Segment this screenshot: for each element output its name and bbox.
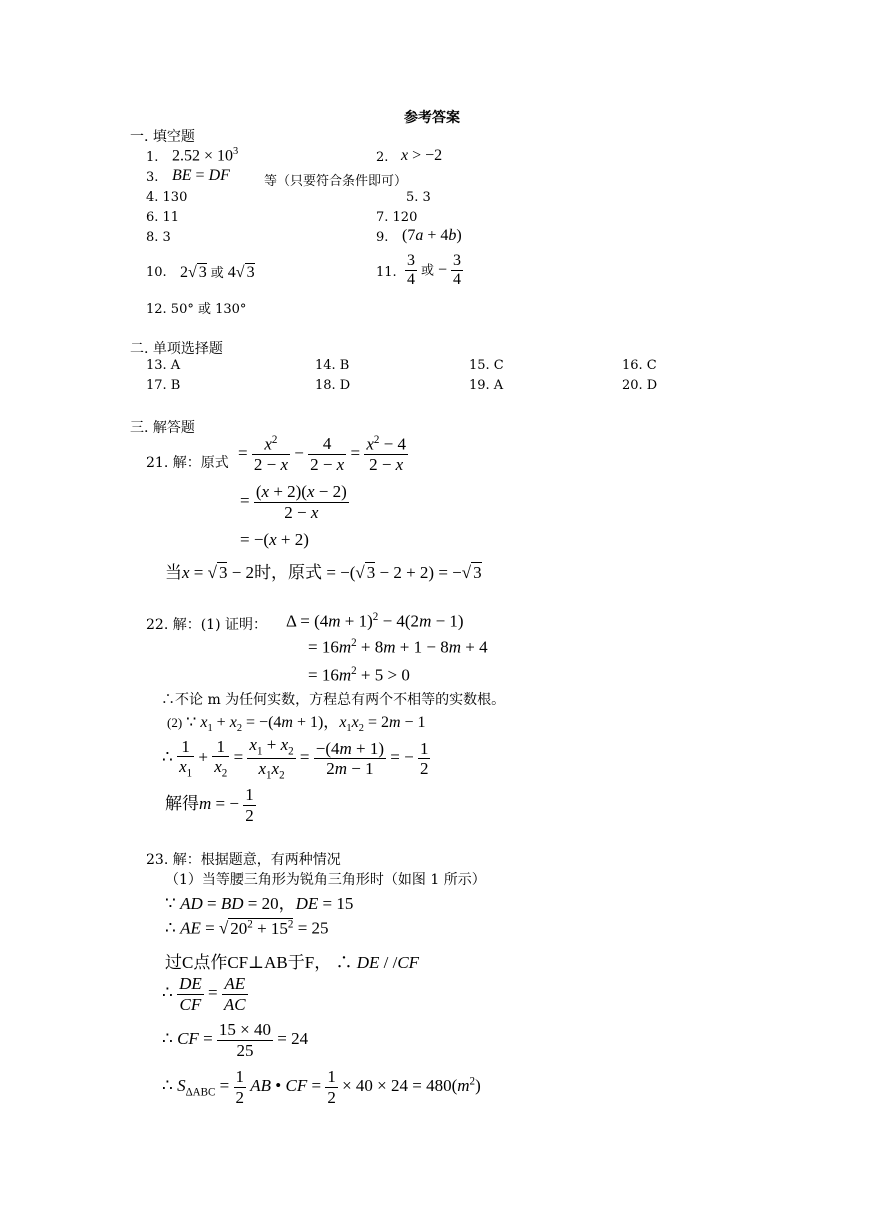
q23-line2: ∴ AE = √ $20^2 + 15^2 = 25$	[165, 918, 329, 938]
q23-line3: 过C点作CF⊥AB于F， ∴ DE / /CF	[165, 953, 420, 972]
answer-3-label: 3.	[146, 170, 159, 185]
answer-3-formula: BE = DF	[172, 167, 230, 184]
q21-line3: = −(x + 2)	[240, 530, 309, 549]
choice-answer: 18. D	[315, 378, 351, 393]
choice-answer: 20. D	[622, 378, 658, 393]
choice-answer: 17. B	[146, 378, 181, 393]
section3-heading: 三. 解答题	[130, 420, 195, 436]
answer-8: 8. 3	[146, 230, 171, 245]
answer-11-formula: $\frac{3}{4}$ 或 − $\frac{3}{4}$	[407, 252, 462, 289]
choice-answer: 19. A	[469, 378, 504, 393]
q23-line1: ∵ AD = BD = 20，DE = 15	[165, 894, 354, 913]
answer-10-label: 10.	[146, 265, 167, 280]
q23-line6: ∴ $S_{\Delta ABC}$ = $\frac{1}{2}$ AB • CF = $\frac{1}{2}$ × $40 \times 24 = 480(m^2)$	[162, 1067, 481, 1107]
choice-answer: 16. C	[622, 358, 657, 373]
choice-answer: 13. A	[146, 358, 181, 373]
answer-3-note: 等（只要符合条件即可）	[264, 174, 408, 189]
q22-label: 22. 解：(1) 证明：	[146, 617, 267, 633]
q23-case1: （1）当等腰三角形为锐角三角形时（如图 1 所示）	[165, 872, 486, 888]
answer-9-formula: (7a + 4b)	[402, 227, 462, 244]
q23-line5: ∴ CF = $\frac{15 \times 40}{25}$ = 24	[162, 1020, 309, 1060]
q22-line5: ∴ $\frac{1}{x_1}$ + $\frac{1}{x_2}$ = $\frac{x_1 + x_2}{x_1x_2}$ = $\frac{-(4m + 1)}{2m - 1}$ = − $\frac{1}{2}$	[162, 735, 429, 782]
answer-1-formula: $2.52 \times 10^3$	[172, 146, 239, 165]
q22-line6: 解得m = − $\frac{1}{2}$	[165, 785, 254, 825]
answer-10-formula: 2√ 3 或 4√ 3	[180, 264, 255, 281]
answer-12: 12. 50° 或 130°	[146, 302, 247, 317]
answer-1-label: 1.	[146, 150, 159, 165]
answer-9-label: 9.	[376, 230, 389, 245]
q21-line2: = $\frac{(x + 2)(x - 2)}{2 - x}$	[240, 482, 347, 522]
q22-line2: = $16m^2 + 8m + 1 - 8m + 4$	[308, 637, 488, 657]
q23-label: 23. 解：根据题意，有两种情况	[146, 852, 341, 868]
answer-5: 5. 3	[406, 190, 431, 205]
q22-line4: (2) ∵ $x_1 + x_2 = -(4m + 1)$，$x_1x_2 = 2m - 1$	[167, 714, 426, 735]
answer-11-label: 11.	[376, 265, 397, 280]
q22-conclusion: ∴不论 m 为任何实数，方程总有两个不相等的实数根。	[161, 692, 506, 708]
section2-heading: 二. 单项选择题	[130, 341, 223, 357]
choice-answer: 15. C	[469, 358, 504, 373]
section1-heading: 一. 填空题	[130, 129, 195, 145]
answer-6: 6. 11	[146, 210, 180, 225]
choice-answer: 14. B	[315, 358, 350, 373]
answer-7: 7. 120	[376, 210, 418, 225]
q21-label: 21. 解：原式	[146, 455, 229, 471]
page-title: 参考答案	[404, 110, 460, 126]
answer-4: 4. 130	[146, 190, 188, 205]
q22-line3: = $16m^2 + 5 > 0$	[308, 665, 410, 685]
answer-2-formula: x > −2	[401, 147, 443, 164]
q23-line4: ∴ $\frac{DE}{CF}$ = $\frac{AE}{AC}$	[162, 974, 246, 1014]
q22-line1: $\Delta = (4m + 1)^2 - 4(2m - 1)$	[286, 611, 464, 631]
q21-line4: 当x = √ 3 − 2时，原式 = −(√ 3 − 2 + 2) = −√ 3	[165, 563, 482, 582]
q21-line1: = $\frac{x^2}{2 - x}$ − $\frac{4}{2 - x}$ = $\frac{x^2 - 4}{2 - x}$	[238, 434, 406, 475]
answer-2-label: 2.	[376, 150, 389, 165]
